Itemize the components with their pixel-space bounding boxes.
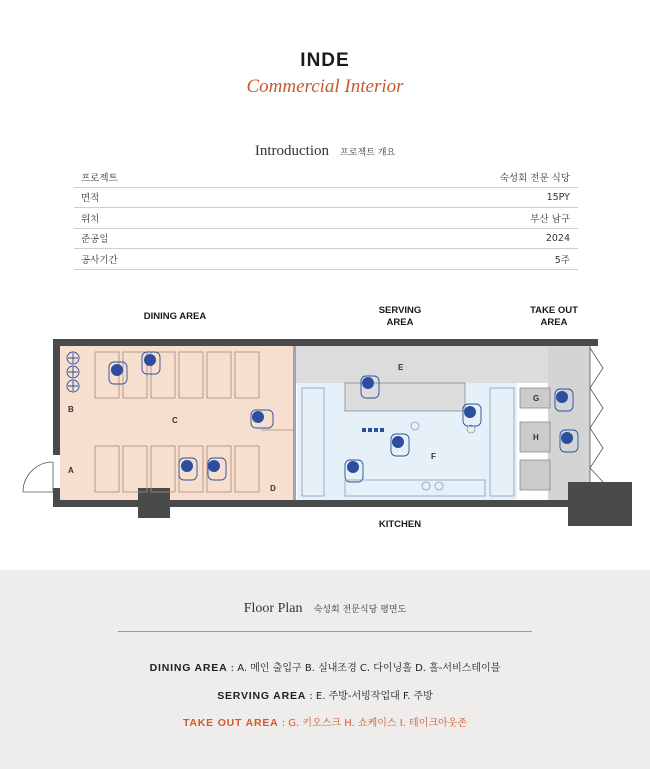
takeout-pillar (568, 482, 632, 526)
legend-text: : G. 키오스크 H. 쇼케이스 I. 테이크아웃존 (281, 718, 468, 729)
brand-header (0, 50, 650, 98)
entrance-pillar (138, 488, 170, 518)
left-wall-lower (53, 488, 60, 507)
marker-b: B (68, 405, 74, 414)
legend-serving (0, 687, 650, 702)
marker-g: G (533, 394, 540, 403)
spec-row-project (74, 167, 578, 188)
floor-plan-title-en: Floor Plan (243, 601, 303, 616)
spec-label: 위치 (81, 213, 100, 225)
legend-text: : A. 메인 출입구 B. 실내조경 C. 다이닝홀 D. 홀-서비스테이블 (230, 663, 501, 674)
spec-value: 15PY (546, 191, 570, 203)
floor-plan-drawing (15, 330, 635, 530)
introduction-title-en: Introduction (254, 143, 330, 159)
legend-takeout (0, 714, 650, 729)
floor-plan-legend-panel (0, 570, 650, 769)
marker-h: H (533, 433, 539, 442)
spec-label: 프로젝트 (81, 172, 118, 184)
zone-label-serving: SERVING AREA (378, 305, 422, 328)
project-spec-table (74, 167, 578, 270)
indoor-landscape (67, 352, 79, 392)
spec-label: 준공일 (81, 234, 109, 246)
spec-label: 면적 (81, 193, 100, 205)
spec-value: 5주 (554, 254, 570, 266)
legend-key: TAKE OUT AREA (182, 717, 279, 729)
storefront-window-icon (590, 348, 603, 482)
zone-label-takeout: TAKE OUT AREA (530, 305, 578, 328)
serving-area-zone (295, 346, 548, 383)
legend-key: DINING AREA (149, 662, 228, 674)
spec-value: 부산 남구 (530, 213, 570, 225)
top-wall (53, 339, 598, 346)
spec-label: 공사기간 (81, 254, 118, 266)
legend-key: SERVING AREA (217, 690, 307, 702)
spec-row-completion (74, 229, 578, 250)
takeout-area-zone (548, 346, 590, 500)
brand-title: INDE (300, 50, 350, 71)
marker-c: C (172, 416, 178, 425)
floor-plan-title-ko: 숙성회 전문식당 평면도 (313, 605, 407, 615)
entrance-door-icon (23, 462, 53, 492)
divider (118, 631, 532, 632)
brand-subtitle: Commercial Interior (246, 76, 404, 97)
zone-label-dining: DINING AREA (143, 311, 207, 322)
legend-dining (0, 659, 650, 674)
spec-row-duration (74, 249, 578, 270)
zone-label-kitchen: KITCHEN (378, 519, 422, 530)
marker-f: F (431, 452, 436, 461)
spec-row-location (74, 208, 578, 229)
spec-row-area (74, 188, 578, 209)
introduction-title-ko: 프로젝트 개요 (340, 148, 396, 158)
marker-a: A (68, 466, 74, 475)
left-wall-upper (53, 339, 60, 455)
legend-text: : E. 주방-서빙작업대 F. 주방 (309, 691, 433, 702)
partition-wall (293, 346, 296, 500)
marker-d: D (270, 484, 276, 493)
spec-value: 숙성회 전문 식당 (499, 172, 570, 184)
spec-value: 2024 (545, 232, 570, 244)
marker-e: E (398, 363, 404, 372)
introduction-heading (0, 140, 650, 160)
floor-plan-heading (0, 597, 650, 617)
bottom-wall (53, 500, 598, 507)
